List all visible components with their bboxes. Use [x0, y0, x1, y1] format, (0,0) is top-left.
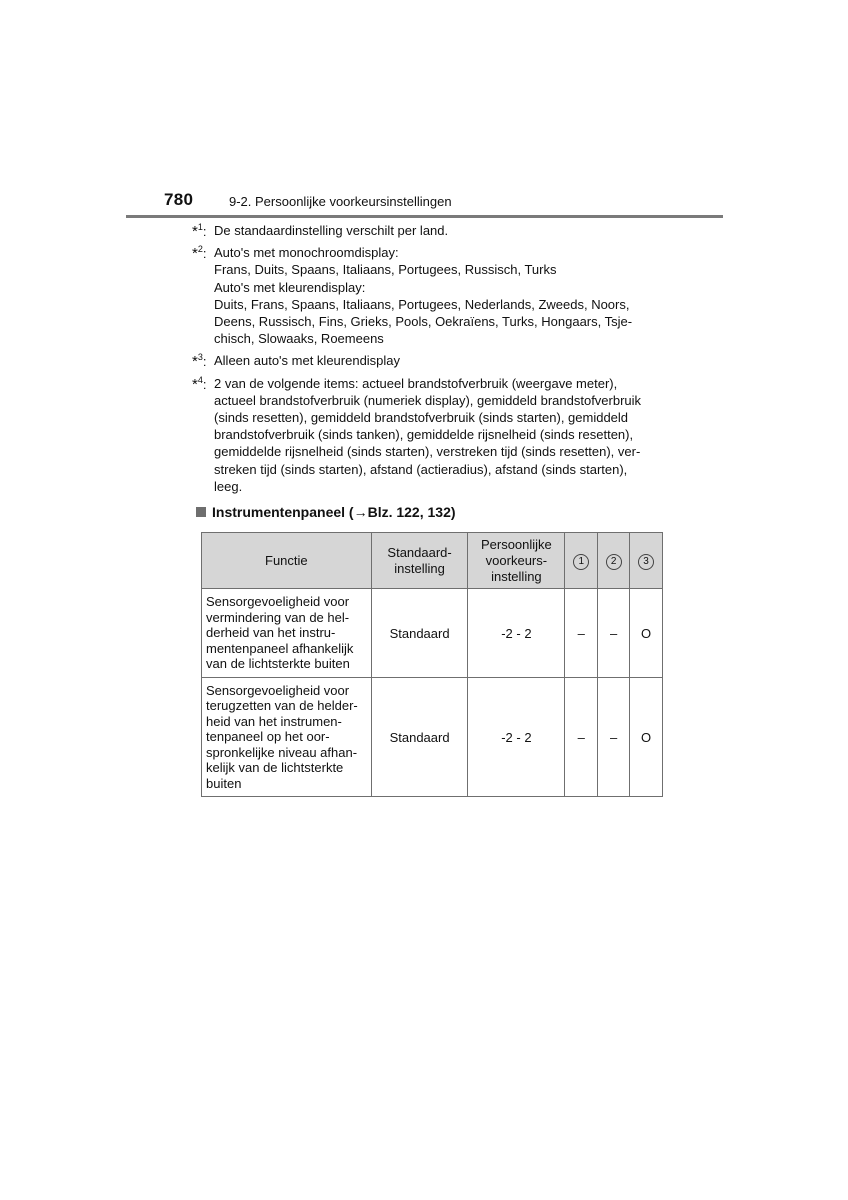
page-header: [0, 0, 848, 220]
table-row: [202, 589, 663, 678]
footnote-1: [192, 222, 662, 239]
header-method-3: [630, 533, 663, 589]
footnote-text: Duits, Frans, Spaans, Italiaans, Portugees, Nederlands, Zweeds, Noors,: [214, 296, 630, 312]
method-2-cell: –: [598, 678, 630, 797]
settings-table: [201, 532, 663, 797]
footnote-marker: *$^4$:: [192, 374, 207, 393]
footnote-marker: *$^2$:: [192, 244, 207, 263]
section-title: 9-2. Persoonlijke voorkeursinstellingen: [229, 194, 452, 209]
footnote-text: 2 van de volgende items: actueel brandstofverbruik (weergave meter),: [214, 375, 618, 391]
function-cell: Sensorgevoeligheid voor vermindering van de hel- derheid van het instru- mentenpaneel afhankelijk van de lichtsterkte buiten: [202, 589, 372, 678]
page-number: 780: [164, 190, 194, 209]
method-2-cell: –: [598, 589, 630, 678]
footnote-text: brandstofverbruik (sinds tanken), gemiddelde rijsnelheid (sinds resetten),: [214, 427, 634, 443]
circled-3-icon: 3: [638, 554, 654, 570]
square-bullet-icon: [196, 507, 206, 517]
footnote-2: [192, 244, 662, 347]
circled-1-icon: 1: [573, 554, 589, 570]
footnotes: [192, 222, 662, 500]
footnote-text: Deens, Russisch, Fins, Grieks, Pools, Oekraïens, Turks, Hongaars, Tsje-: [214, 314, 633, 330]
footnote-marker: *$^3$:: [192, 352, 207, 371]
default-cell: Standaard: [371, 678, 468, 797]
footnote-text: actueel brandstofverbruik (numeriek display), gemiddeld brandstofverbruik: [214, 392, 642, 408]
footnote-3: [192, 352, 662, 369]
function-cell: Sensorgevoeligheid voor terugzetten van de helder- heid van het instrumen- tenpaneel op het oor- spronkelijke niveau afhan- kelijk van de lichtsterkte buiten: [202, 678, 372, 797]
header-default: Standaard- instelling: [371, 533, 468, 589]
footnote-text: Auto's met kleurendisplay:: [214, 279, 366, 295]
footnote-text: gemiddelde rijsnelheid (sinds starten), verstreken tijd (sinds resetten), ver-: [214, 444, 641, 460]
custom-cell: -2 - 2: [468, 678, 565, 797]
table-header-row: [202, 533, 663, 589]
footnote-text: chisch, Slowaaks, Roemeens: [214, 331, 384, 347]
table-heading-text: Instrumentenpaneel (→Blz. 122, 132): [212, 504, 456, 520]
footnote-text: Auto's met monochroomdisplay:: [214, 245, 399, 261]
footnote-text: De standaardinstelling verschilt per land.: [214, 223, 449, 238]
default-cell: Standaard: [371, 589, 468, 678]
footnote-text: (sinds resetten), gemiddeld brandstofverbruik (sinds starten), gemiddeld: [214, 410, 629, 426]
table-row: [202, 678, 663, 797]
table-heading: [196, 504, 456, 520]
header-method-2: [598, 533, 630, 589]
header-function: Functie: [202, 533, 372, 589]
method-1-cell: –: [565, 678, 598, 797]
method-1-cell: –: [565, 589, 598, 678]
custom-cell: -2 - 2: [468, 589, 565, 678]
footnote-text: streken tijd (sinds starten), afstand (actieradius), afstand (sinds starten),: [214, 461, 628, 477]
header-rule: [126, 215, 723, 218]
method-3-cell: O: [630, 589, 663, 678]
footnote-text: leeg.: [214, 478, 243, 494]
footnote-4: [192, 375, 662, 495]
header-custom: Persoonlijke voorkeurs- instelling: [468, 533, 565, 589]
footnote-text: Frans, Duits, Spaans, Italiaans, Portugees, Russisch, Turks: [214, 262, 557, 278]
header-method-1: [565, 533, 598, 589]
footnote-text: Alleen auto's met kleurendisplay: [214, 353, 401, 369]
footnote-marker: *$^1$:: [192, 222, 207, 240]
circled-2-icon: 2: [606, 554, 622, 570]
method-3-cell: O: [630, 678, 663, 797]
